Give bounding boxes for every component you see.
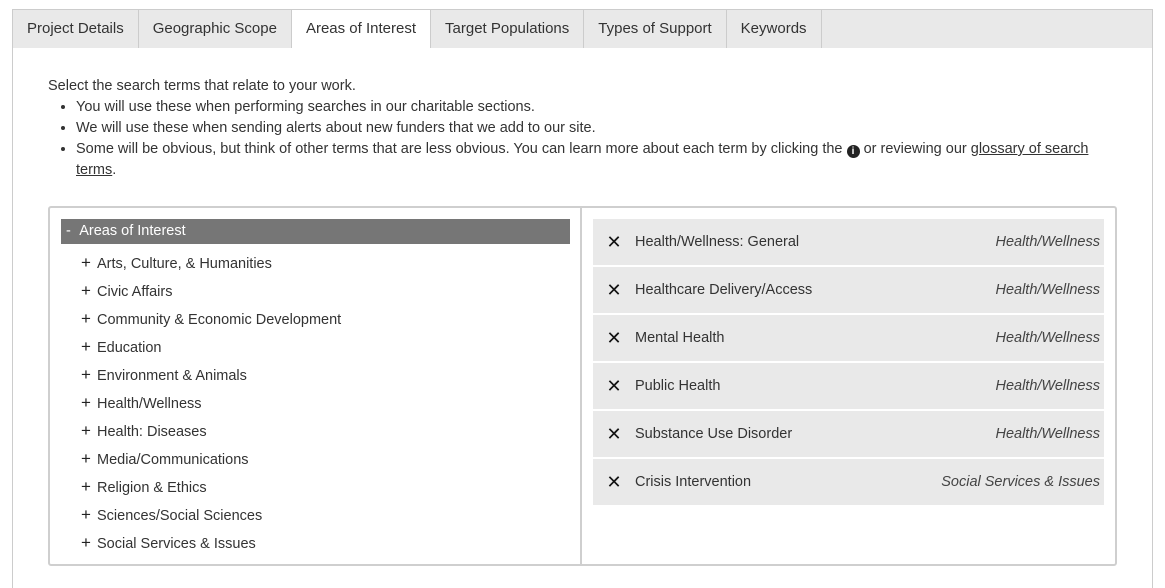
tree-item[interactable] xyxy=(81,445,341,473)
term-picker xyxy=(48,206,1117,566)
selected-term-name: Public Health xyxy=(635,378,721,394)
tree-item-label: Health/Wellness xyxy=(97,396,202,412)
term-tree xyxy=(50,208,582,564)
expand-icon: + xyxy=(81,393,91,412)
tree-item[interactable] xyxy=(81,361,341,389)
selected-term xyxy=(593,219,1104,265)
tree-item[interactable] xyxy=(81,249,341,277)
expand-icon: + xyxy=(81,309,91,328)
expand-icon: + xyxy=(81,337,91,356)
tab-areas-of-interest[interactable]: Areas of Interest xyxy=(292,10,431,49)
tree-item-label: Social Services & Issues xyxy=(97,536,256,552)
remove-icon[interactable]: ✕ xyxy=(606,471,622,492)
selected-term-category: Health/Wellness xyxy=(995,330,1100,346)
selected-term-category: Health/Wellness xyxy=(995,282,1100,298)
selected-term-name: Healthcare Delivery/Access xyxy=(635,282,813,298)
expand-icon: + xyxy=(81,281,91,300)
tab-geographic-scope[interactable]: Geographic Scope xyxy=(139,10,292,48)
tab-keywords[interactable]: Keywords xyxy=(727,10,822,48)
remove-icon[interactable]: ✕ xyxy=(606,327,622,348)
instructions xyxy=(48,76,1118,181)
instructions-lead: Select the search terms that relate to your work. xyxy=(48,78,356,94)
tree-item[interactable] xyxy=(81,473,341,501)
tree-item-label: Environment & Animals xyxy=(97,368,247,384)
expand-icon: + xyxy=(81,421,91,440)
tree-item-label: Community & Economic Development xyxy=(97,312,342,328)
tree-item-label: Civic Affairs xyxy=(97,284,173,300)
selected-term-name: Crisis Intervention xyxy=(635,474,752,490)
tab-types-of-support[interactable]: Types of Support xyxy=(584,10,726,48)
selected-term xyxy=(593,459,1104,505)
expand-icon: + xyxy=(81,505,91,524)
remove-icon[interactable]: ✕ xyxy=(606,231,622,252)
expand-icon: + xyxy=(81,533,91,552)
tree-item[interactable] xyxy=(81,305,341,333)
instructions-bullet xyxy=(76,139,1118,181)
remove-icon[interactable]: ✕ xyxy=(606,375,622,396)
tab-bar xyxy=(12,9,1153,49)
tree-item-label: Arts, Culture, & Humanities xyxy=(97,256,272,272)
expand-icon: + xyxy=(81,253,91,272)
bullet-text: or reviewing our xyxy=(863,141,967,157)
tree-item-label: Education xyxy=(97,340,162,356)
tree-item-label: Health: Diseases xyxy=(97,424,207,440)
bullet-text: Some will be obvious, but think of other terms that are less obvious. You can learn more about each term by clicking the xyxy=(76,141,843,157)
instructions-bullet: • We will use these when sending alerts about new funders that we add to our site. xyxy=(76,118,1118,139)
selected-term xyxy=(593,267,1104,313)
tree-item-label: Religion & Ethics xyxy=(97,480,207,496)
info-icon: i xyxy=(847,145,860,158)
remove-icon[interactable]: ✕ xyxy=(606,279,622,300)
glossary-link[interactable]: glossary of search terms xyxy=(76,141,1089,178)
selected-term xyxy=(593,411,1104,457)
bullet-text: . xyxy=(112,162,117,178)
instructions-bullet: • You will use these when performing searches in our charitable sections. xyxy=(76,97,1118,118)
tree-item[interactable] xyxy=(81,501,341,529)
selected-term-name: Mental Health xyxy=(635,330,725,346)
selected-term-category: Health/Wellness xyxy=(995,426,1100,442)
tree-item[interactable] xyxy=(81,333,341,361)
tab-target-populations[interactable]: Target Populations xyxy=(431,10,584,48)
expand-icon: + xyxy=(81,477,91,496)
selected-term xyxy=(593,315,1104,361)
tree-item-label: Media/Communications xyxy=(97,452,249,468)
tree-list xyxy=(81,249,341,557)
expand-icon: + xyxy=(81,365,91,384)
selected-term-category: Health/Wellness xyxy=(995,378,1100,394)
tree-root-areas-of-interest[interactable] xyxy=(61,219,570,244)
selected-term-name: Substance Use Disorder xyxy=(635,426,793,442)
collapse-icon: - xyxy=(66,223,71,239)
tree-root-label: Areas of Interest xyxy=(79,223,186,239)
tree-item[interactable] xyxy=(81,417,341,445)
tree-item-label: Sciences/Social Sciences xyxy=(97,508,263,524)
selected-term xyxy=(593,363,1104,409)
tab-project-details[interactable]: Project Details xyxy=(13,10,139,48)
selected-term-category: Social Services & Issues xyxy=(941,474,1100,490)
expand-icon: + xyxy=(81,449,91,468)
selected-term-category: Health/Wellness xyxy=(995,234,1100,250)
tree-item[interactable] xyxy=(81,529,341,557)
instructions-list xyxy=(48,97,1118,181)
remove-icon[interactable]: ✕ xyxy=(606,423,622,444)
selected-term-name: Health/Wellness: General xyxy=(635,234,800,250)
tree-item[interactable] xyxy=(81,277,341,305)
tree-item[interactable] xyxy=(81,389,341,417)
selected-terms-list xyxy=(593,219,1104,507)
